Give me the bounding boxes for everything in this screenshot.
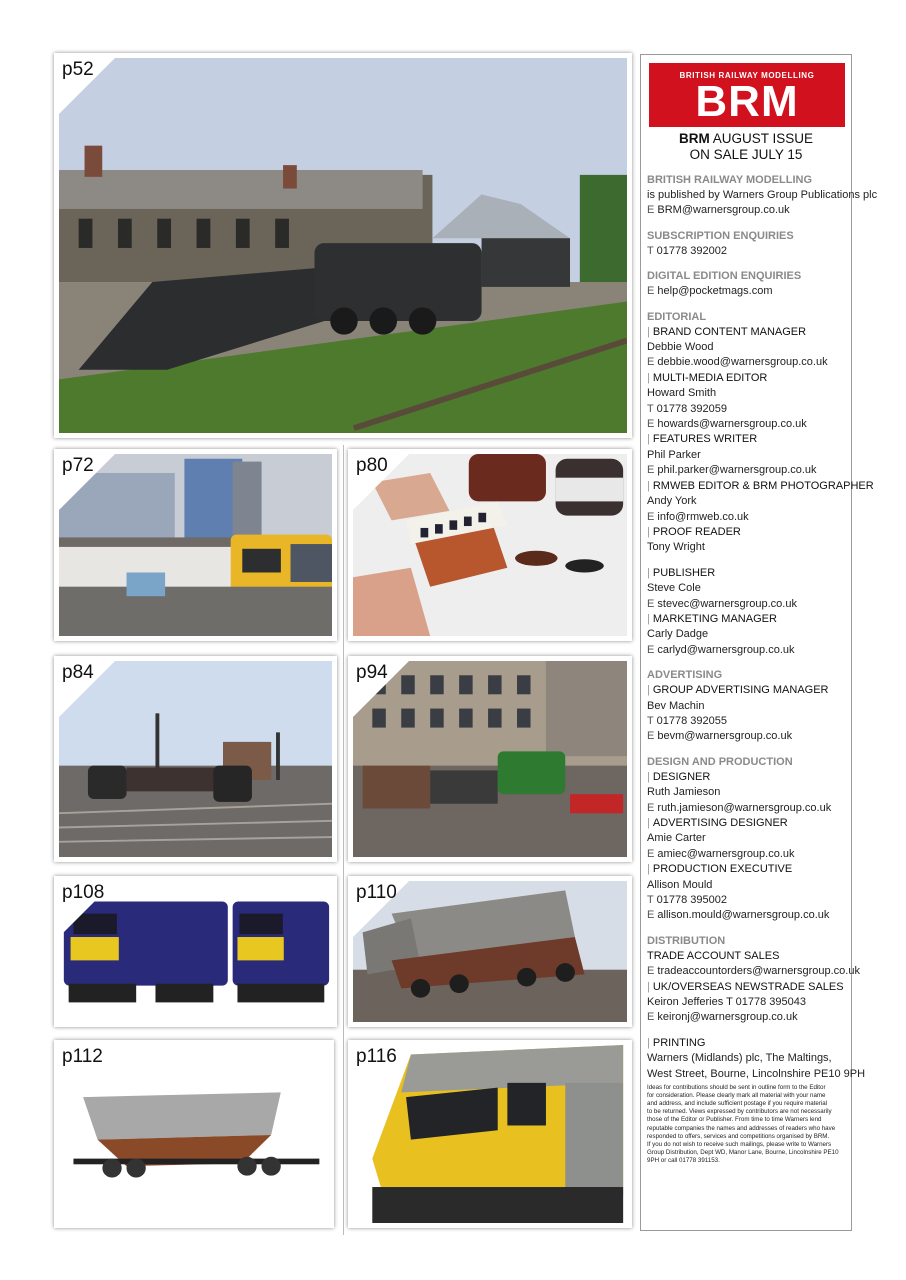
staff-name: Debbie Wood [647,341,714,354]
section-heading: DESIGN AND PRODUCTION [647,755,793,768]
contact-line [647,893,845,908]
brm-email[interactable]: BRM@warnersgroup.co.uk [657,204,790,217]
contact-prefix: E [647,464,655,477]
photo-p110[interactable] [348,876,632,1027]
photo-p108[interactable] [54,876,337,1027]
email-link[interactable]: phil.parker@warnersgroup.co.uk [657,464,817,477]
digital-email[interactable]: help@pocketmags.com [657,285,773,298]
photo-p112[interactable] [54,1040,334,1228]
role-title [647,862,845,877]
brm-logo [649,63,845,127]
email-link[interactable]: ruth.jamieson@warnersgroup.co.uk [657,801,832,814]
email-link[interactable]: bevm@warnersgroup.co.uk [657,730,793,743]
staff-name: Steve Cole [647,582,701,595]
role-label: MARKETING MANAGER [652,612,777,625]
page-number-label: p80 [356,455,388,476]
contact-line: E help@pocketmags.com [647,285,773,298]
masthead-sidebar [640,54,878,1231]
contact-line: E BRM@warnersgroup.co.uk [647,204,790,217]
role-bar: | [647,817,650,829]
section-heading: DISTRIBUTION [647,934,726,947]
phone-number: 01778 392059 [656,402,727,415]
small-print-line: those of the Editor or Publisher. From time to time Warners lend [647,1116,822,1124]
email-link[interactable]: allison.mould@warnersgroup.co.uk [657,909,830,922]
staff-name: Allison Mould [647,878,713,891]
small-print-line: If you do not wish to receive such mailings, please write to Warners [647,1140,832,1148]
role-label: FEATURES WRITER [652,433,758,446]
role-label: ADVERTISING DESIGNER [652,817,788,829]
staff-name: Phil Parker [647,448,701,461]
email-link[interactable]: debbie.wood@warnersgroup.co.uk [657,356,828,369]
issue-month: AUGUST ISSUE [709,131,814,146]
page-number-label: p72 [62,455,94,476]
contact-line [647,417,845,432]
p52-image [59,58,627,433]
role-label: MULTI-MEDIA EDITOR [652,371,768,384]
role-title [647,683,845,698]
small-print-line: to be returned. Views expressed by contributors are not necessarily [647,1108,832,1116]
small-print [647,1084,845,1165]
role-label: RMWEB EDITOR & BRM PHOTOGRAPHER [652,479,874,492]
email-link[interactable]: howards@warnersgroup.co.uk [657,418,807,431]
staff-name: Howard Smith [647,387,717,400]
role-label: BRAND CONTENT MANAGER [652,325,807,338]
contact-line [647,801,845,816]
staff-name: Ruth Jamieson [647,786,721,799]
printer-address-line: Warners (Midlands) plc, The Maltings, [647,1052,832,1065]
role-title: | UK/OVERSEAS NEWSTRADE SALES [647,980,844,993]
email-link[interactable]: info@rmweb.co.uk [657,510,749,523]
contact-line [647,847,845,862]
publisher-line: is published by Warners Group Publications plc [647,189,878,201]
role-label: PRODUCTION EXECUTIVE [652,863,793,876]
subscription-phone: 01778 392002 [656,244,727,257]
contact-line [647,714,845,729]
role-bar: | [647,479,650,492]
contact-line: T 01778 392002 [647,244,727,257]
small-print-line: and address, and include sufficient postage if you require material [647,1100,828,1108]
role-bar: | [647,863,650,876]
page-number-label: p112 [62,1046,103,1067]
contact-line: E tradeaccountorders@warnersgroup.co.uk [647,965,860,978]
contact-prefix: E [647,801,655,814]
page-number-label: p52 [62,59,94,80]
page-number-label: p94 [356,662,388,683]
role-title [647,770,845,785]
issue-brand: BRM [678,131,710,146]
section-heading: EDITORIAL [647,310,707,323]
staff-name-phone: Keiron Jefferies T 01778 395043 [647,996,807,1009]
role-title: | PRINTING [647,1036,706,1049]
role-bar: | [647,684,650,697]
contact-prefix: E [647,418,655,431]
role-bar: | [647,371,650,384]
newstrade-email[interactable]: keironj@warnersgroup.co.uk [657,1011,798,1024]
role-bar: | [647,770,650,783]
logo-subtitle: BRITISH RAILWAY MODELLING [679,71,815,80]
photo-p72[interactable] [54,449,337,641]
staff-name: Carly Dadge [647,628,709,641]
section-heading: DIGITAL EDITION ENQUIRIES [647,270,802,283]
role-title [647,525,845,540]
contact-prefix: E [647,510,655,523]
phone-number: 01778 395002 [656,894,727,907]
role-bar: | [647,525,650,538]
photo-p94[interactable] [348,656,632,862]
role-label: PROOF READER [652,525,741,538]
contact-prefix: E [647,597,655,610]
small-print-line: 9PH or call 01778 391153. [647,1156,720,1164]
staff-name: Bev Machin [647,699,705,712]
contact-line [647,729,845,744]
contact-prefix: E [647,909,655,922]
role-label: GROUP ADVERTISING MANAGER [652,684,829,697]
role-title [647,566,845,581]
contact-line [647,402,845,417]
small-print-line: Group Distribution, Dept WD, Manor Lane, Bourne, Lincolnshire PE10 [647,1148,839,1156]
contact-prefix: E [647,643,655,656]
photo-p116[interactable] [348,1040,632,1228]
contact-prefix: T [647,894,654,907]
role-title [647,432,845,447]
role-title [647,816,845,831]
section-heading: BRITISH RAILWAY MODELLING [647,174,813,186]
small-print-line: for consideration. Please clearly mark all material with your name [647,1092,826,1100]
contact-prefix: E [647,356,655,369]
photo-p80[interactable] [348,449,632,641]
trade-email[interactable]: tradeaccountorders@warnersgroup.co.uk [657,965,860,978]
editorial-staff-list [647,325,874,556]
staff-name: Tony Wright [647,541,705,554]
contact-line [647,643,845,658]
trade-sales-label: TRADE ACCOUNT SALES [647,949,780,962]
contact-line [647,463,845,478]
role-bar: | [647,433,650,446]
small-print-line: responded to offers, services and competitions organised by BRM. [647,1132,830,1140]
contact-line: E keironj@warnersgroup.co.uk [647,1011,798,1024]
contact-line [647,597,845,612]
advertising-staff-list [647,683,845,745]
contact-prefix: T [647,714,654,727]
phone-number: 01778 392055 [656,714,727,727]
photo-p52[interactable] [54,53,632,438]
role-bar: | [647,325,650,338]
contact-prefix: E [647,730,655,743]
page-number-label: p116 [356,1046,397,1067]
page-number-label: p108 [62,882,105,903]
role-title [647,325,845,340]
section-heading: SUBSCRIPTION ENQUIRIES [647,229,794,242]
contact-prefix: T [647,402,654,415]
role-label: DESIGNER [652,770,711,783]
photo-p84[interactable] [54,656,337,862]
column-divider [343,445,344,1235]
section-heading: ADVERTISING [647,669,723,682]
contact-prefix: E [647,847,655,860]
role-title [647,371,845,386]
small-print-line: reputable companies the names and addresses of readers who have [647,1124,836,1132]
design-staff-list [647,770,845,924]
issue-notice [647,131,845,163]
email-link[interactable]: stevec@warnersgroup.co.uk [657,597,797,610]
role-bar: | [647,612,650,625]
contact-line [647,908,845,923]
printer-address-line: West Street, Bourne, Lincolnshire PE10 9PH [647,1067,866,1080]
role-label: PUBLISHER [652,566,716,579]
publisher-staff-list [647,566,845,658]
email-link[interactable]: amiec@warnersgroup.co.uk [657,847,795,860]
contact-line [647,510,845,525]
staff-name: Amie Carter [647,832,706,845]
contact-line [647,355,845,370]
page-number-label: p110 [356,882,397,903]
page-number-label: p84 [62,662,94,683]
role-title [647,612,845,627]
small-print-line: Ideas for contributions should be sent in outline form to the Editor [647,1084,826,1092]
staff-name: Andy York [647,495,697,508]
email-link[interactable]: carlyd@warnersgroup.co.uk [657,643,795,656]
logo-wordmark: BRM [695,77,799,126]
role-bar: | [647,566,650,579]
issue-sale-date: ON SALE JULY 15 [689,147,803,162]
role-title [647,479,874,494]
